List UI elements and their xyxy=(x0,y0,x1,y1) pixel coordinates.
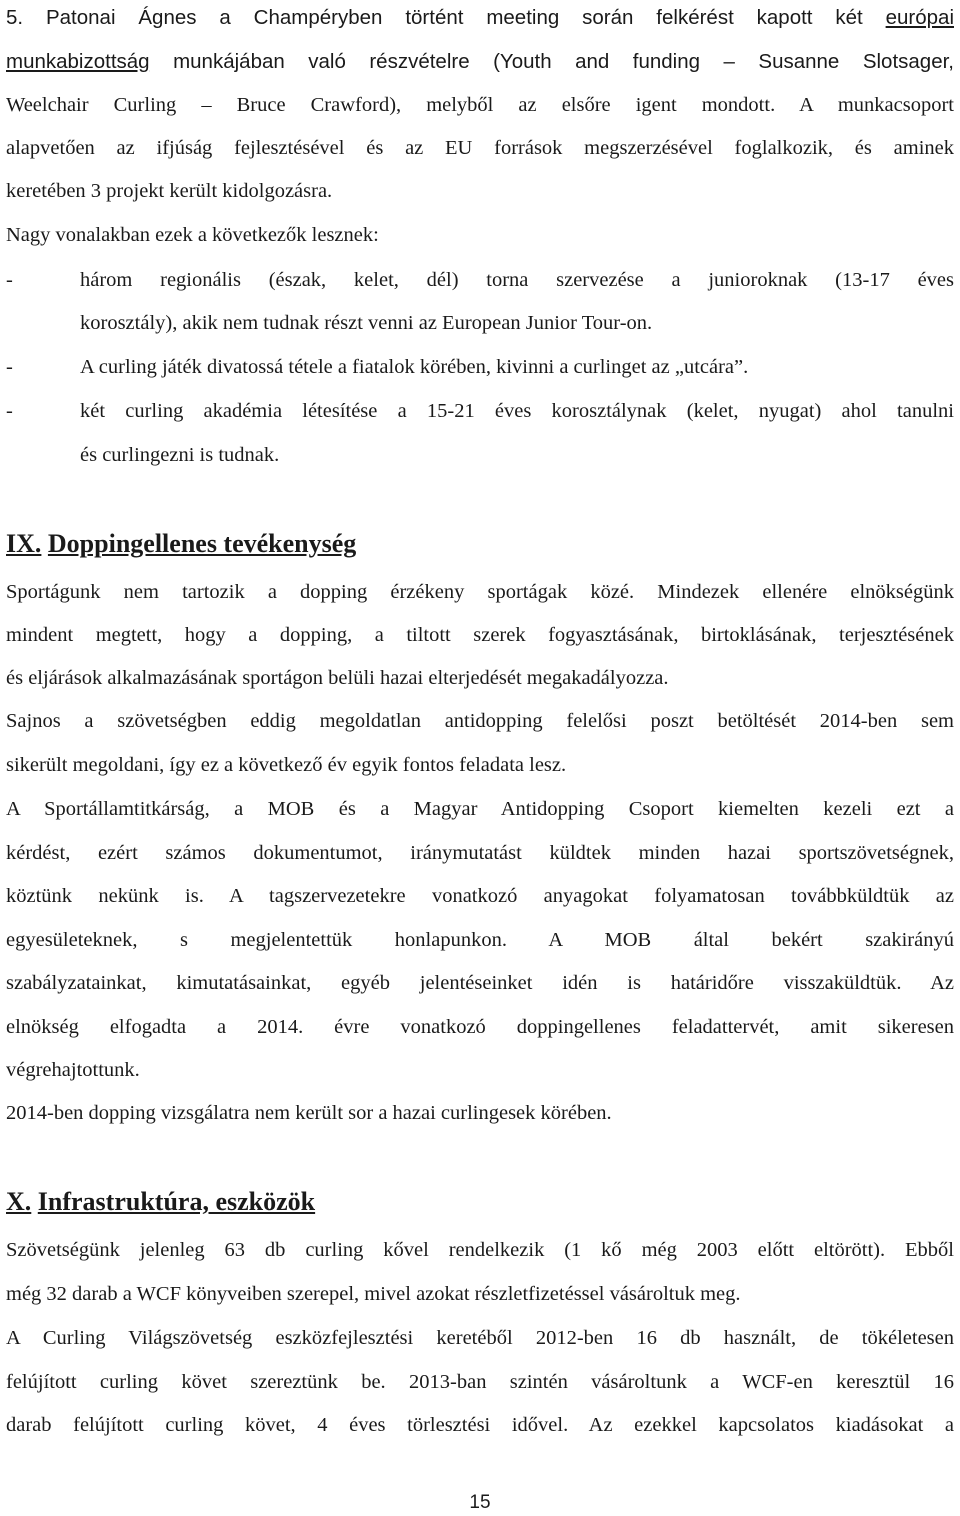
intro-line-3: Weelchair Curling – Bruce Crawford), melyből az elsőre igent mondott. A munkacsoport xyxy=(6,94,954,116)
bullet-dash: - xyxy=(6,356,13,378)
section-9-line: végrehajtottunk. xyxy=(6,1059,140,1081)
section-9-line: elnökség elfogadta a 2014. évre vonatkozó doppingellenes feladattervét, amit sikeresen xyxy=(6,1016,954,1038)
intro-line-5: keretében 3 projekt került kidolgozásra. xyxy=(6,180,333,202)
section-9-number: IX. xyxy=(6,529,42,558)
section-9-line: A Sportállamtitkárság, a MOB és a Magyar Antidopping Csoport kiemelten kezeli ezt a xyxy=(6,798,954,820)
section-10-line: A Curling Világszövetség eszközfejlesztési keretéből 2012-ben 16 db használt, de tökéletesen xyxy=(6,1327,954,1349)
section-10-line: Szövetségünk jelenleg 63 db curling kővel rendelkezik (1 kő még 2003 előtt eltörött). Ebből xyxy=(6,1239,954,1261)
section-9-line: köztünk nekünk is. A tagszervezetekre vonatkozó anyagokat folyamatosan továbbküldtük az xyxy=(6,885,954,907)
intro-line-1 xyxy=(6,3,954,33)
section-10-line: darab felújított curling követ, 4 éves törlesztési idővel. Az ezekkel kapcsolatos kiadásokat a xyxy=(6,1414,954,1436)
section-10-number: X. xyxy=(6,1187,32,1216)
section-9-line: és eljárások alkalmazásának sportágon belüli hazai elterjedését megakadályozza. xyxy=(6,667,669,689)
intro-link-part-2[interactable]: munkabizottság xyxy=(6,50,150,73)
bullet-2-line-1: A curling játék divatossá tétele a fiatalok körében, kivinni a curlinget az „utcára”. xyxy=(80,356,749,378)
intro-link-part-1[interactable]: európai xyxy=(885,6,954,29)
section-10-title: Infrastruktúra, eszközök xyxy=(37,1187,316,1216)
section-9-line: 2014-ben dopping vizsgálatra nem került sor a hazai curlingesek körében. xyxy=(6,1102,612,1124)
section-9-line: szabályzatainkat, kimutatásainkat, egyéb jelentéseinket idén is határidőre visszaküldtük. Az xyxy=(6,972,954,994)
section-10-line: felújított curling követ szereztünk be. 2013-ban szintén vásároltunk a WCF-en keresztül 16 xyxy=(6,1371,954,1393)
bullet-3-line-2: és curlingezni is tudnak. xyxy=(80,444,280,466)
section-9-title: Doppingellenes tevékenység xyxy=(47,529,357,558)
section-9-line: mindent megtett, hogy a dopping, a tiltott szerek fogyasztásának, birtoklásának, terjesztésének xyxy=(6,624,954,646)
intro-text: 5. Patonai Ágnes a Champéryben történt meeting során felkérést kapott két xyxy=(6,6,886,29)
intro-text: munkájában való részvételre (Youth and funding – Susanne Slotsager, xyxy=(149,50,954,73)
bullet-1-line-2: korosztály), akik nem tudnak részt venni az European Junior Tour-on. xyxy=(80,312,653,334)
section-9-line: sikerült megoldani, így ez a következő év egyik fontos feladata lesz. xyxy=(6,754,567,776)
section-10-heading xyxy=(6,1184,315,1220)
intro-line-4: alapvetően az ifjúság fejlesztésével és az EU források megszerzésével foglalkozik, és aminek xyxy=(6,137,954,159)
page-number: 15 xyxy=(469,1492,491,1513)
section-9-line: Sportágunk nem tartozik a dopping érzékeny sportágak közé. Mindezek ellenére elnökségünk xyxy=(6,581,954,603)
section-10-line: még 32 darab a WCF könyveiben szerepel, mivel azokat részletfizetéssel vásároltuk meg. xyxy=(6,1283,741,1305)
intro-line-6: Nagy vonalakban ezek a következők lesznek: xyxy=(6,224,379,246)
bullet-1-line-1: három regionális (észak, kelet, dél) torna szervezése a junioroknak (13-17 éves xyxy=(80,269,954,291)
bullet-dash: - xyxy=(6,400,13,422)
section-9-line: egyesületeknek, s megjelentettük honlapunkon. A MOB által bekért szakirányú xyxy=(6,929,954,951)
section-9-line: kérdést, ezért számos dokumentumot, iránymutatást küldtek minden hazai sportszövetségnek, xyxy=(6,842,954,864)
bullet-3-line-1: két curling akadémia létesítése a 15-21 éves korosztálynak (kelet, nyugat) ahol tanulni xyxy=(80,400,954,422)
bullet-dash: - xyxy=(6,269,13,291)
section-9-line: Sajnos a szövetségben eddig megoldatlan antidopping felelősi poszt betöltését 2014-ben sem xyxy=(6,710,954,732)
intro-line-2 xyxy=(6,47,954,77)
section-9-heading xyxy=(6,526,356,562)
